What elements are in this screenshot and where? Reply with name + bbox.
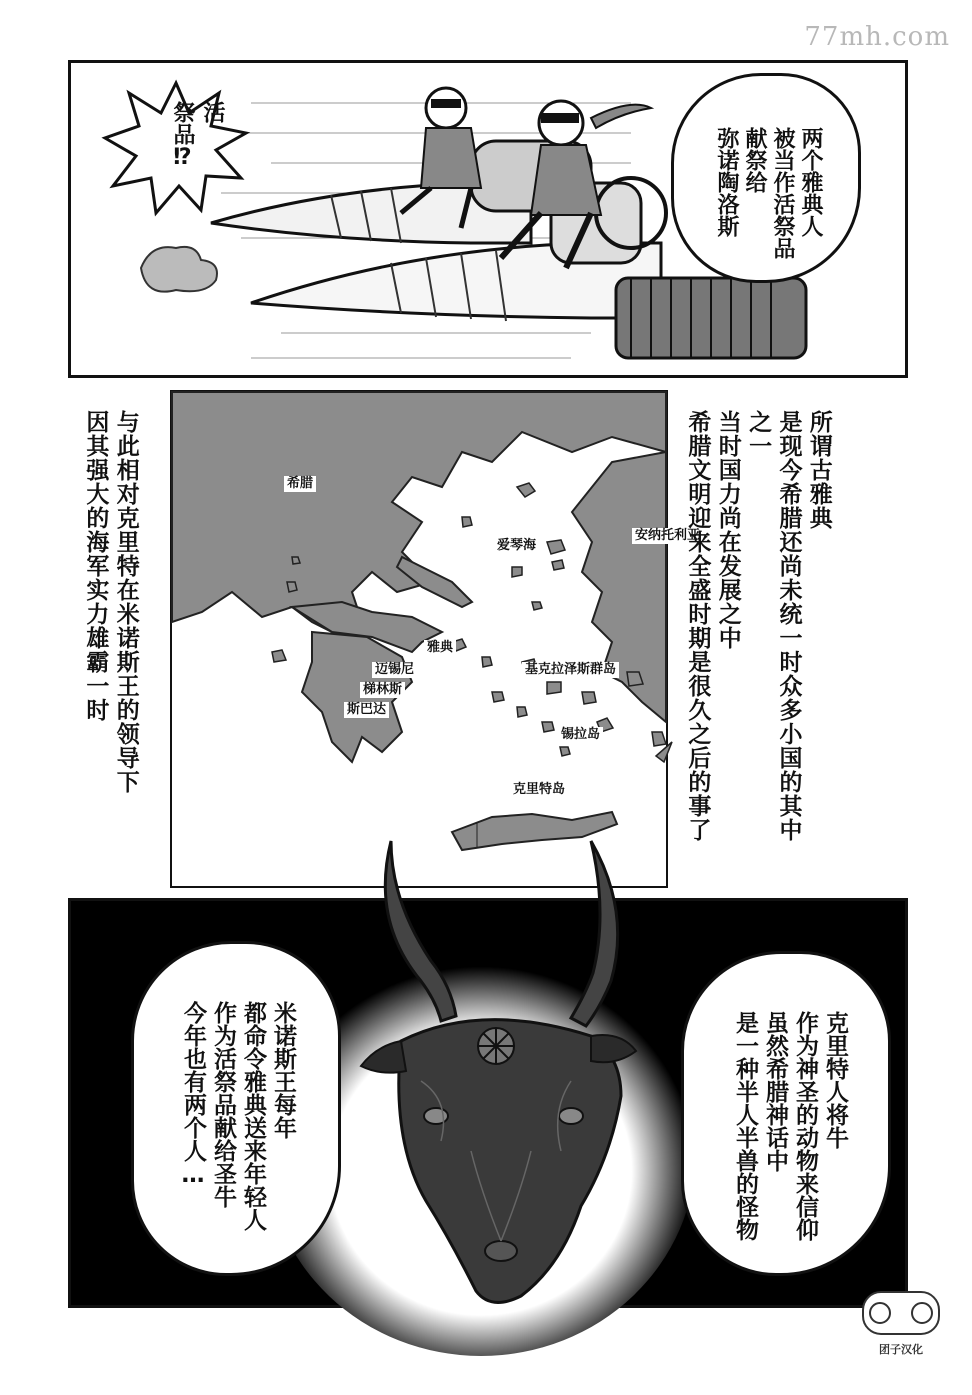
- right-caption-line-3: 当时国力尚在发展之中: [714, 410, 741, 650]
- map-label-anatolia: 安纳托利亚: [632, 528, 703, 544]
- left-caption-line-2: 因其强大的海军实力雄霸一时: [82, 410, 109, 722]
- bull-right-col-3: 虽然希腊神话中: [762, 1011, 788, 1172]
- logo-badge-icon: [860, 1289, 942, 1337]
- map-label-aegean: 爱琴海: [494, 538, 539, 554]
- map-label-thera: 锡拉岛: [558, 727, 603, 743]
- map-label-cyclades: 基克拉泽斯群岛: [522, 662, 619, 678]
- exclaim-text-col-2: 祭品⁉: [170, 101, 195, 170]
- logo-text: 团子汉化: [879, 1343, 923, 1356]
- panel-flight-scene: [68, 60, 908, 378]
- bull-right-col-2: 作为神圣的动物来信仰: [792, 1011, 818, 1241]
- map-label-crete: 克里特岛: [510, 782, 568, 798]
- bull-left-col-3: 作为活祭品献给圣牛: [210, 1001, 236, 1208]
- map-label-tiryns: 梯林斯: [360, 682, 405, 698]
- map-left-caption: [80, 410, 141, 850]
- narration-col-4: 弥诺陶洛斯: [714, 127, 739, 237]
- map-label-sparta: 斯巴达: [344, 702, 389, 718]
- bull-left-col-4: 今年也有两个人…: [180, 1001, 206, 1188]
- bull-right-col-1: 克里特人将牛: [822, 1011, 848, 1149]
- narration-col-3: 献祭给: [742, 127, 767, 193]
- right-caption-line-2: 是现今希腊还尚未统一时众多小国的其中之一: [745, 410, 802, 842]
- right-caption-line-1: 所谓古雅典: [805, 410, 832, 530]
- bull-right-col-4: 是一种半人半兽的怪物: [732, 1011, 758, 1241]
- map-label-mycenae: 迈锡尼: [372, 662, 417, 678]
- map-right-caption: [682, 410, 834, 850]
- narration-col-1: 两个雅典人: [798, 127, 823, 237]
- scanlation-logo: [860, 1289, 942, 1355]
- left-caption-line-1: 与此相对克里特在米诺斯王的领导下: [112, 410, 139, 794]
- site-watermark: 77mh.com: [804, 22, 950, 52]
- map-label-athens: 雅典: [424, 640, 456, 656]
- map-label-greece: 希腊: [284, 476, 316, 492]
- exclaim-text-col-1: 活: [200, 101, 225, 123]
- right-caption-line-4: 希腊文明迎来全盛时期是很久之后的事了: [684, 410, 711, 842]
- panel-bull-head: [68, 898, 908, 1308]
- narration-col-2: 被当作活祭品: [770, 127, 795, 259]
- bull-left-col-2: 都命令雅典送来年轻人: [240, 1001, 266, 1231]
- bull-left-col-1: 米诺斯王每年: [270, 1001, 296, 1139]
- bull-left-bubble: [131, 941, 341, 1276]
- aegean-map: [172, 392, 666, 886]
